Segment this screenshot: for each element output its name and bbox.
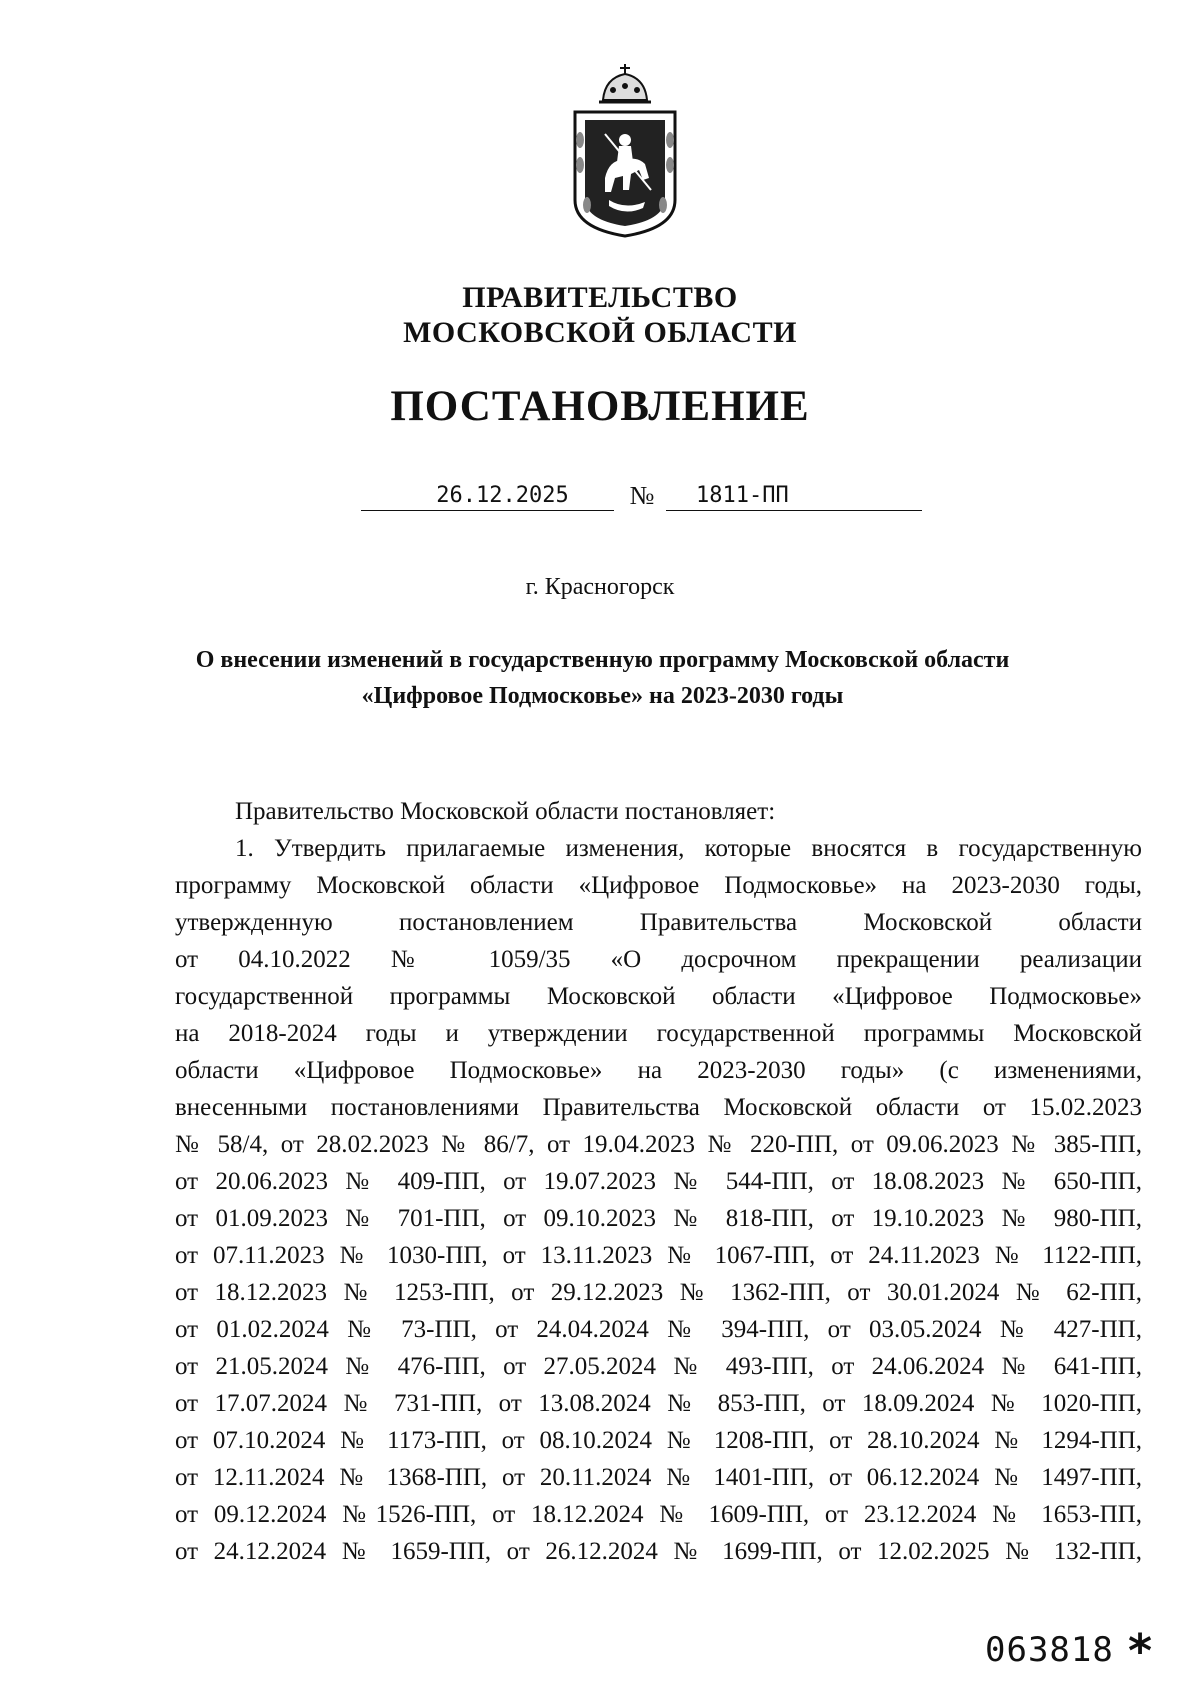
body-line: от 12.11.2024 № 1368-ПП, от 20.11.2024 № 1401-ПП, от 06.12.2024 № 1497-ПП, (175, 1464, 1142, 1491)
decree-subject (175, 642, 1030, 714)
body-line: от 18.12.2023 № 1253-ПП, от 29.12.2023 № 1362-ПП, от 30.01.2024 № 62-ПП, (175, 1279, 1142, 1306)
body-line: государственной программы Московской области «Цифровое Подмосковье» (175, 983, 1142, 1010)
body-line: от 04.10.2022 № 1059/35 «О досрочном прекращении реализации (175, 946, 1142, 973)
body-line: от 09.12.2024 №1526-ПП, от 18.12.2024 № 1609-ПП, от 23.12.2024 № 1653-ПП, (175, 1501, 1142, 1528)
body-line: программу Московской области «Цифровое Подмосковье» на 2023-2030 годы, (175, 872, 1142, 899)
number-sign: № (629, 481, 655, 510)
body-line: Правительство Московской области постановляет: (235, 798, 776, 825)
subject-line-1: О внесении изменений в государственную программу Московской области (195, 647, 1010, 673)
document-serial-number: 063818 (985, 1630, 1114, 1670)
moscow-oblast-coat-of-arms-icon (565, 60, 685, 240)
government-name-line1: ПРАВИТЕЛЬСТВО (462, 281, 738, 314)
body-line: от 01.02.2024 № 73-ПП, от 24.04.2024 № 394-ПП, от 03.05.2024 № 427-ПП, (175, 1316, 1142, 1343)
decree-body (175, 793, 1142, 1570)
registration-line (361, 482, 921, 512)
body-line: от 07.11.2023 № 1030-ПП, от 13.11.2023 № 1067-ПП, от 24.11.2023 № 1122-ПП, (175, 1242, 1142, 1269)
serial-mark: * (1128, 1624, 1153, 1678)
body-line: от 21.05.2024 № 476-ПП, от 27.05.2024 № 493-ПП, от 24.06.2024 № 641-ПП, (175, 1353, 1142, 1380)
document-type-title: ПОСТАНОВЛЕНИЕ (390, 383, 810, 430)
body-line: утвержденную постановлением Правительства Московской области (175, 909, 1142, 936)
subject-line-2: «Цифровое Подмосковье» на 2023-2030 годы (361, 683, 844, 709)
body-line: от 24.12.2024 № 1659-ПП, от 26.12.2024 № 1699-ПП, от 12.02.2025 № 132-ПП, (175, 1538, 1142, 1565)
body-line: области «Цифровое Подмосковье» на 2023-2030 годы» (с изменениями, (175, 1057, 1142, 1084)
body-line: от 20.06.2023 № 409-ПП, от 19.07.2023 № 544-ПП, от 18.08.2023 № 650-ПП, (175, 1168, 1142, 1195)
body-line: от 01.09.2023 № 701-ПП, от 09.10.2023 № 818-ПП, от 19.10.2023 № 980-ПП, (175, 1205, 1142, 1232)
body-line: от 17.07.2024 № 731-ПП, от 13.08.2024 № 853-ПП, от 18.09.2024 № 1020-ПП, (175, 1390, 1142, 1417)
body-line: внесенными постановлениями Правительства Московской области от 15.02.2023 (175, 1094, 1142, 1121)
body-line: от 07.10.2024 № 1173-ПП, от 08.10.2024 № 1208-ПП, от 28.10.2024 № 1294-ПП, (175, 1427, 1142, 1454)
government-name-line2: МОСКОВСКОЙ ОБЛАСТИ (403, 316, 797, 349)
body-line: № 58/4, от 28.02.2023 № 86/7, от 19.04.2023 № 220-ПП, от 09.06.2023 № 385-ПП, (175, 1131, 1142, 1158)
body-line: на 2018-2024 годы и утверждении государственной программы Московской (175, 1020, 1142, 1047)
city-name: г. Красногорск (525, 574, 675, 600)
decree-number: 1811-ПП (666, 482, 922, 511)
decree-date: 26.12.2025 (361, 482, 614, 511)
body-line: 1. Утвердить прилагаемые изменения, которые вносятся в государственную (235, 835, 1142, 862)
